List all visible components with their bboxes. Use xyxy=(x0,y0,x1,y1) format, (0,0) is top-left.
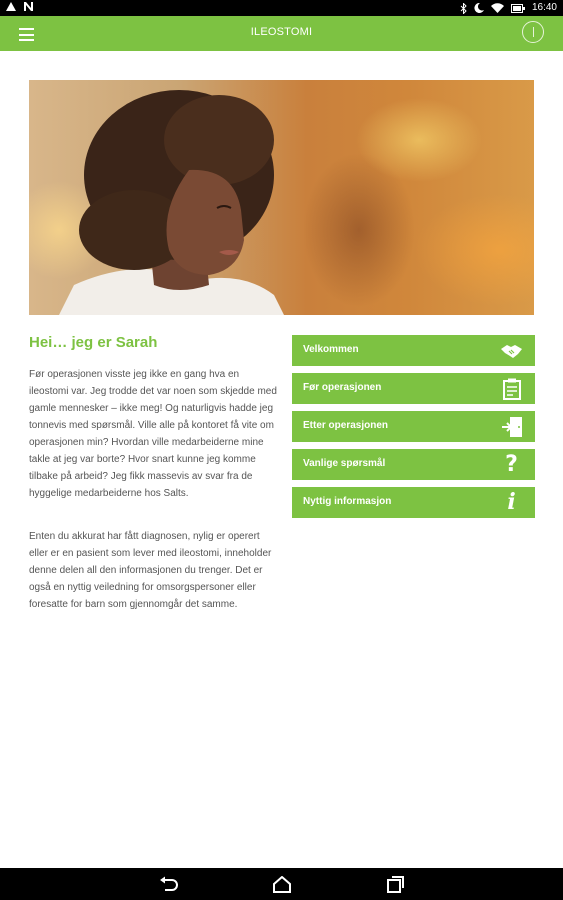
status-bar xyxy=(0,0,563,16)
hero-image xyxy=(29,80,534,315)
home-icon[interactable] xyxy=(272,876,292,893)
exit-door-icon xyxy=(500,415,523,438)
menu-item-label: Etter operasjonen xyxy=(303,420,389,431)
question-mark-icon: ? xyxy=(505,452,518,477)
page-heading: Hei… jeg er Sarah xyxy=(29,334,158,351)
wifi-icon xyxy=(491,3,504,13)
notification-n-icon xyxy=(24,2,33,11)
menu-item-for-operasjonen[interactable] xyxy=(292,373,535,404)
status-clock: 16:40 xyxy=(531,2,557,13)
menu-item-label: Nyttig informasjon xyxy=(303,496,392,507)
battery-icon xyxy=(511,4,525,13)
intro-paragraph: Før operasjonen visste jeg ikke en gang hva en ileostomi var. Jeg trodde det var noen som skjedde med gamle mennesker – ikke meg! Og naturligvis hadde jeg tonnevis med spørsmål. Ville alle på kontoret få vite om operasjonen min? Hvordan ville medarbeiderne mine takle at jeg var borte? Hvor snart kunne jeg komme tilbake på arbeid? Jeg fikk massevis av svar fra de hyggelige medarbeiderne hos Salts. xyxy=(29,369,277,499)
bluetooth-icon xyxy=(460,3,467,14)
menu-item-label: Før operasjonen xyxy=(303,382,382,393)
warning-icon xyxy=(6,2,16,11)
menu-item-velkommen[interactable] xyxy=(292,335,535,366)
menu-item-vanlige-sporsmal[interactable] xyxy=(292,449,535,480)
clipboard-icon xyxy=(500,377,523,400)
photo-smiling-woman-curly-hair xyxy=(29,80,534,315)
info-circle-icon[interactable] xyxy=(522,21,544,43)
app-bar xyxy=(0,16,563,51)
app-title: ILEOSTOMI xyxy=(250,26,313,38)
menu-item-etter-operasjonen[interactable] xyxy=(292,411,535,442)
section-menu xyxy=(292,335,535,525)
menu-item-nyttig-informasjon[interactable] xyxy=(292,487,535,518)
navigation-bar xyxy=(0,868,563,900)
info-paragraph: Enten du akkurat har fått diagnosen, nylig er operert eller er en pasient som lever med ileostomi, inneholder denne delen all den informasjonen du trenger. Det er også en nyttig veiledning for omsorgspersoner eller foresatte for barn som gjennomgår det samme. xyxy=(29,531,272,610)
back-icon[interactable] xyxy=(159,876,179,893)
menu-item-label: Vanlige spørsmål xyxy=(303,458,386,469)
menu-item-label: Velkommen xyxy=(303,344,359,355)
info-i-icon: i xyxy=(507,489,516,515)
moon-icon xyxy=(474,3,484,13)
recents-icon[interactable] xyxy=(386,876,406,893)
handshake-icon xyxy=(500,339,523,362)
